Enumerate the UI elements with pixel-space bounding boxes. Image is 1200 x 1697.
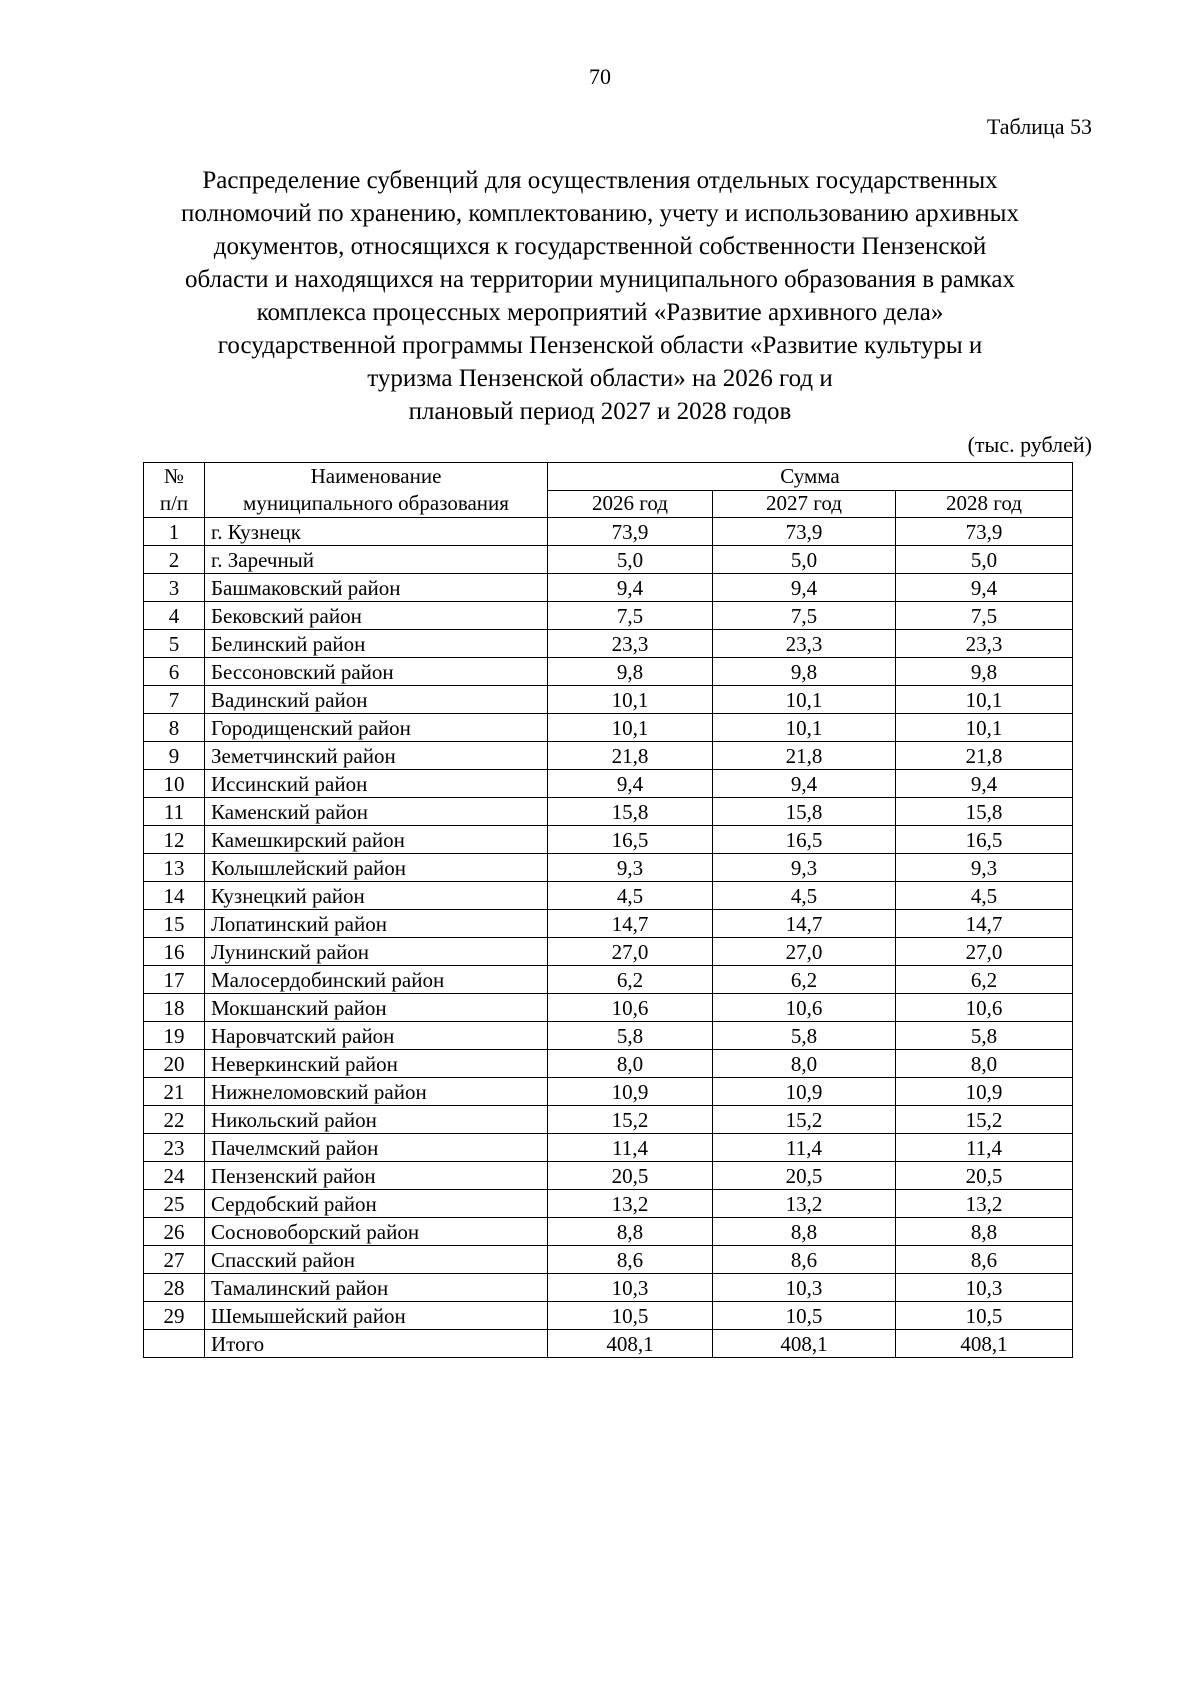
document-title xyxy=(100,164,1100,428)
row-value-2027: 9,4 xyxy=(713,574,896,602)
table-row xyxy=(144,602,1073,630)
row-municipality: Бековский район xyxy=(205,602,548,630)
row-value-2026: 13,2 xyxy=(548,1190,713,1218)
row-value-2026: 9,8 xyxy=(548,658,713,686)
row-municipality: Иссинский район xyxy=(205,770,548,798)
row-value-2027: 10,5 xyxy=(713,1302,896,1330)
subsidy-table xyxy=(143,462,1073,1358)
header-number-line1: № xyxy=(163,464,185,488)
total-value-2028: 408,1 xyxy=(896,1330,1073,1358)
total-label: Итого xyxy=(205,1330,548,1358)
row-value-2028: 10,1 xyxy=(896,714,1073,742)
row-value-2028: 27,0 xyxy=(896,938,1073,966)
row-value-2027: 21,8 xyxy=(713,742,896,770)
row-value-2026: 10,1 xyxy=(548,714,713,742)
row-value-2027: 10,9 xyxy=(713,1078,896,1106)
title-line: туризма Пензенской области» на 2026 год и xyxy=(367,365,833,392)
row-municipality: Каменский район xyxy=(205,798,548,826)
table-row xyxy=(144,938,1073,966)
table-row xyxy=(144,1050,1073,1078)
row-municipality: Земетчинский район xyxy=(205,742,548,770)
table-row xyxy=(144,686,1073,714)
row-number: 20 xyxy=(144,1050,205,1078)
header-name-line2: муниципального образования xyxy=(243,491,509,515)
row-value-2028: 10,3 xyxy=(896,1274,1073,1302)
row-number: 1 xyxy=(144,518,205,546)
row-value-2027: 15,8 xyxy=(713,798,896,826)
row-number: 5 xyxy=(144,630,205,658)
row-value-2026: 73,9 xyxy=(548,518,713,546)
total-value-2027: 408,1 xyxy=(713,1330,896,1358)
row-municipality: г. Заречный xyxy=(205,546,548,574)
title-line: документов, относящихся к государственной собственности Пензенской xyxy=(213,233,987,260)
row-number: 26 xyxy=(144,1218,205,1246)
row-value-2026: 9,3 xyxy=(548,854,713,882)
row-value-2028: 8,8 xyxy=(896,1218,1073,1246)
table-row xyxy=(144,910,1073,938)
row-value-2026: 15,8 xyxy=(548,798,713,826)
row-value-2026: 27,0 xyxy=(548,938,713,966)
table-body xyxy=(144,518,1073,1358)
header-number-line2: п/п xyxy=(159,491,189,515)
row-value-2027: 10,6 xyxy=(713,994,896,1022)
table-label: Таблица 53 xyxy=(986,114,1092,139)
row-municipality: Бессоновский район xyxy=(205,658,548,686)
row-value-2027: 8,6 xyxy=(713,1246,896,1274)
row-municipality: Малосердобинский район xyxy=(205,966,548,994)
title-line: плановый период 2027 и 2028 годов xyxy=(408,398,792,425)
row-value-2028: 8,0 xyxy=(896,1050,1073,1078)
row-value-2026: 4,5 xyxy=(548,882,713,910)
row-value-2026: 10,6 xyxy=(548,994,713,1022)
row-value-2027: 23,3 xyxy=(713,630,896,658)
row-value-2028: 6,2 xyxy=(896,966,1073,994)
table-row xyxy=(144,658,1073,686)
row-municipality: г. Кузнецк xyxy=(205,518,548,546)
row-value-2026: 9,4 xyxy=(548,574,713,602)
row-number: 24 xyxy=(144,1162,205,1190)
row-value-2028: 7,5 xyxy=(896,602,1073,630)
row-municipality: Никольский район xyxy=(205,1106,548,1134)
row-number: 16 xyxy=(144,938,205,966)
table-row xyxy=(144,882,1073,910)
row-value-2027: 16,5 xyxy=(713,826,896,854)
row-value-2026: 5,0 xyxy=(548,546,713,574)
row-municipality: Наровчатский район xyxy=(205,1022,548,1050)
table-row xyxy=(144,1246,1073,1274)
row-municipality: Колышлейский район xyxy=(205,854,548,882)
title-line: государственной программы Пензенской области «Развитие культуры и xyxy=(217,332,983,359)
row-number: 13 xyxy=(144,854,205,882)
row-number: 10 xyxy=(144,770,205,798)
row-value-2026: 23,3 xyxy=(548,630,713,658)
row-value-2026: 8,8 xyxy=(548,1218,713,1246)
row-value-2028: 10,1 xyxy=(896,686,1073,714)
row-value-2028: 15,8 xyxy=(896,798,1073,826)
row-value-2027: 11,4 xyxy=(713,1134,896,1162)
row-value-2026: 15,2 xyxy=(548,1106,713,1134)
table-row xyxy=(144,798,1073,826)
header-year-2027: 2027 год xyxy=(713,490,896,518)
row-value-2028: 14,7 xyxy=(896,910,1073,938)
total-value-2026: 408,1 xyxy=(548,1330,713,1358)
row-value-2027: 10,3 xyxy=(713,1274,896,1302)
table-row xyxy=(144,574,1073,602)
row-value-2028: 4,5 xyxy=(896,882,1073,910)
units-label: (тыс. рублей) xyxy=(967,432,1092,457)
row-municipality: Спасский район xyxy=(205,1246,548,1274)
row-number: 9 xyxy=(144,742,205,770)
table-row xyxy=(144,1302,1073,1330)
row-municipality: Камешкирский район xyxy=(205,826,548,854)
header-name xyxy=(205,463,548,518)
row-municipality: Пензенский район xyxy=(205,1162,548,1190)
row-number: 29 xyxy=(144,1302,205,1330)
row-value-2026: 10,3 xyxy=(548,1274,713,1302)
title-line: комплекса процессных мероприятий «Развитие архивного дела» xyxy=(256,299,944,326)
row-number: 11 xyxy=(144,798,205,826)
row-value-2028: 9,3 xyxy=(896,854,1073,882)
row-value-2027: 4,5 xyxy=(713,882,896,910)
row-value-2026: 14,7 xyxy=(548,910,713,938)
row-value-2028: 21,8 xyxy=(896,742,1073,770)
table-row xyxy=(144,1274,1073,1302)
row-value-2027: 7,5 xyxy=(713,602,896,630)
row-value-2028: 10,5 xyxy=(896,1302,1073,1330)
row-number: 28 xyxy=(144,1274,205,1302)
table-row xyxy=(144,1162,1073,1190)
row-value-2026: 10,1 xyxy=(548,686,713,714)
row-value-2027: 9,8 xyxy=(713,658,896,686)
row-value-2026: 8,0 xyxy=(548,1050,713,1078)
row-value-2026: 5,8 xyxy=(548,1022,713,1050)
row-value-2027: 14,7 xyxy=(713,910,896,938)
row-number: 17 xyxy=(144,966,205,994)
row-value-2028: 23,3 xyxy=(896,630,1073,658)
row-value-2027: 73,9 xyxy=(713,518,896,546)
row-municipality: Сердобский район xyxy=(205,1190,548,1218)
row-value-2026: 20,5 xyxy=(548,1162,713,1190)
row-value-2027: 10,1 xyxy=(713,686,896,714)
row-value-2026: 10,9 xyxy=(548,1078,713,1106)
row-value-2027: 20,5 xyxy=(713,1162,896,1190)
row-value-2028: 10,6 xyxy=(896,994,1073,1022)
table-row xyxy=(144,714,1073,742)
table-row xyxy=(144,966,1073,994)
row-number: 25 xyxy=(144,1190,205,1218)
table-row xyxy=(144,546,1073,574)
row-value-2028: 9,4 xyxy=(896,770,1073,798)
row-number: 12 xyxy=(144,826,205,854)
row-municipality: Башмаковский район xyxy=(205,574,548,602)
row-value-2028: 13,2 xyxy=(896,1190,1073,1218)
row-value-2028: 5,0 xyxy=(896,546,1073,574)
row-value-2027: 15,2 xyxy=(713,1106,896,1134)
row-value-2028: 20,5 xyxy=(896,1162,1073,1190)
row-municipality: Мокшанский район xyxy=(205,994,548,1022)
table-row xyxy=(144,630,1073,658)
row-number: 3 xyxy=(144,574,205,602)
row-number: 8 xyxy=(144,714,205,742)
table-row xyxy=(144,742,1073,770)
row-value-2027: 8,0 xyxy=(713,1050,896,1078)
row-value-2028: 73,9 xyxy=(896,518,1073,546)
row-value-2026: 21,8 xyxy=(548,742,713,770)
row-value-2026: 7,5 xyxy=(548,602,713,630)
table-row xyxy=(144,826,1073,854)
table-row xyxy=(144,1218,1073,1246)
title-line: полномочий по хранению, комплектованию, учету и использованию архивных xyxy=(181,200,1019,227)
row-value-2026: 10,5 xyxy=(548,1302,713,1330)
header-sum: Сумма xyxy=(548,463,1073,491)
row-number: 23 xyxy=(144,1134,205,1162)
row-number: 6 xyxy=(144,658,205,686)
row-number: 27 xyxy=(144,1246,205,1274)
row-municipality: Сосновоборский район xyxy=(205,1218,548,1246)
row-value-2027: 9,3 xyxy=(713,854,896,882)
row-number: 22 xyxy=(144,1106,205,1134)
row-number: 21 xyxy=(144,1078,205,1106)
table-row xyxy=(144,1190,1073,1218)
row-value-2028: 5,8 xyxy=(896,1022,1073,1050)
row-municipality: Городищенский район xyxy=(205,714,548,742)
page-number: 70 xyxy=(589,64,611,89)
total-row xyxy=(144,1330,1073,1358)
row-municipality: Вадинский район xyxy=(205,686,548,714)
row-municipality: Тамалинский район xyxy=(205,1274,548,1302)
row-value-2026: 6,2 xyxy=(548,966,713,994)
header-number xyxy=(144,463,205,518)
row-number: 15 xyxy=(144,910,205,938)
row-value-2028: 9,4 xyxy=(896,574,1073,602)
header-name-line1: Наименование xyxy=(310,464,442,488)
row-municipality: Белинский район xyxy=(205,630,548,658)
table-row xyxy=(144,1106,1073,1134)
table-row xyxy=(144,518,1073,546)
table-row xyxy=(144,854,1073,882)
row-value-2027: 27,0 xyxy=(713,938,896,966)
header-year-2026: 2026 год xyxy=(548,490,713,518)
row-value-2026: 8,6 xyxy=(548,1246,713,1274)
row-value-2028: 8,6 xyxy=(896,1246,1073,1274)
row-number: 19 xyxy=(144,1022,205,1050)
row-value-2026: 11,4 xyxy=(548,1134,713,1162)
row-municipality: Неверкинский район xyxy=(205,1050,548,1078)
row-municipality: Кузнецкий район xyxy=(205,882,548,910)
row-value-2026: 16,5 xyxy=(548,826,713,854)
row-municipality: Лопатинский район xyxy=(205,910,548,938)
row-value-2028: 15,2 xyxy=(896,1106,1073,1134)
row-value-2027: 5,8 xyxy=(713,1022,896,1050)
table-row xyxy=(144,994,1073,1022)
table-row xyxy=(144,1134,1073,1162)
row-value-2028: 11,4 xyxy=(896,1134,1073,1162)
row-value-2027: 5,0 xyxy=(713,546,896,574)
row-municipality: Пачелмский район xyxy=(205,1134,548,1162)
row-number: 14 xyxy=(144,882,205,910)
title-line: области и находящихся на территории муниципального образования в рамках xyxy=(184,266,1016,293)
header-year-2028: 2028 год xyxy=(896,490,1073,518)
row-value-2027: 9,4 xyxy=(713,770,896,798)
row-value-2028: 10,9 xyxy=(896,1078,1073,1106)
row-number: 18 xyxy=(144,994,205,1022)
table-header-row xyxy=(144,463,1073,491)
row-value-2027: 8,8 xyxy=(713,1218,896,1246)
table-row xyxy=(144,770,1073,798)
row-value-2028: 9,8 xyxy=(896,658,1073,686)
title-line: Распределение субвенций для осуществления отдельных государственных xyxy=(202,167,998,194)
row-municipality: Шемышейский район xyxy=(205,1302,548,1330)
row-value-2028: 16,5 xyxy=(896,826,1073,854)
row-value-2027: 6,2 xyxy=(713,966,896,994)
row-value-2027: 10,1 xyxy=(713,714,896,742)
row-value-2027: 13,2 xyxy=(713,1190,896,1218)
total-number xyxy=(144,1330,205,1358)
row-value-2026: 9,4 xyxy=(548,770,713,798)
row-number: 7 xyxy=(144,686,205,714)
row-number: 4 xyxy=(144,602,205,630)
row-municipality: Нижнеломовский район xyxy=(205,1078,548,1106)
row-municipality: Лунинский район xyxy=(205,938,548,966)
row-number: 2 xyxy=(144,546,205,574)
table-row xyxy=(144,1022,1073,1050)
table-row xyxy=(144,1078,1073,1106)
